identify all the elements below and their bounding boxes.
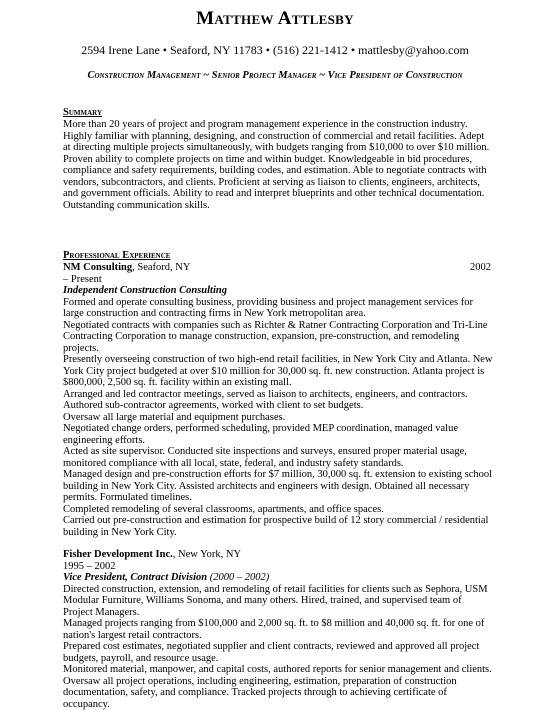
job-duty: Formed and operate consulting business, providing business and project management services for large construction and contracting firms in New York metropolitan area. <box>63 297 493 320</box>
job-duty: Prepared cost estimates, negotiated supplier and client contracts, reviewed and approved all project budgets, payroll, and resource usage. <box>63 641 493 664</box>
job-duty: Monitored material, manpower, and capital costs, authored reports for senior management and clients. <box>63 664 493 676</box>
job-duty: Presently overseeing construction of two high-end retail facilities, in New York City and Atlanta. New York City project budgeted at over $10 million for 30,000 sq. ft. new construction. Atlanta project is $800,000, 2,500 sq. ft. facility within an existing mall. <box>63 354 493 389</box>
job-duty: Carried out pre-construction and estimation for prospective build of 12 story commercial / residential building in New York City. <box>63 515 493 538</box>
job-duty: Managed projects ranging from $100,000 and 2,000 sq. ft. to $8 million and 40,000 sq. ft. for one of nation's largest retail contractors. <box>63 618 493 641</box>
job-entry <box>63 549 493 710</box>
summary-heading: Summary <box>63 107 493 119</box>
company-location: , New York, NY <box>173 549 241 560</box>
job-duty: Oversaw all large material and equipment purchases. <box>63 412 493 424</box>
candidate-name: Matthew Attlesby <box>0 8 550 30</box>
job-entry <box>63 262 493 538</box>
job-dates: 1995 – 2002 <box>63 561 493 573</box>
experience-section <box>63 250 493 710</box>
summary-section <box>63 107 493 211</box>
company-location: , Seaford, NY <box>132 262 190 273</box>
job-duty: Completed remodeling of several classrooms, apartments, and office spaces. <box>63 504 493 516</box>
job-duty: Negotiated contracts with companies such as Richter & Ratner Contracting Corporation and Tri-Line Contracting Corporation to manage construction, expansion, pre-construction, and remodeling projects. <box>63 320 493 355</box>
company-line <box>63 549 493 561</box>
job-start-year: 2002 <box>470 262 491 274</box>
contact-line: 2594 Irene Lane • Seaford, NY 11783 • (516) 221-1412 • mattlesby@yahoo.com <box>0 43 550 58</box>
job-role <box>63 572 493 584</box>
job-role-title: Vice President, Contract Division <box>63 572 207 583</box>
summary-text: More than 20 years of project and program management experience in the construction industry. Highly familiar with planning, designing, and construction of commercial and retail facilities. Adept at directing multiple projects simultaneously, with budgets ranging from $10,000 to over $10 million. Proven ability to complete projects on time and within budget. Knowledgeable in bid procedures, compliance and safety requirements, building codes, and estimation. Able to negotiate contracts with vendors, subcontractors, and clients. Proficient at serving as liaison to clients, engineers, architects, and government officials. Ability to read and interpret blueprints and other technical documentation. Outstanding communication skills. <box>63 119 493 211</box>
company-name: NM Consulting <box>63 262 132 273</box>
company-name: Fisher Development Inc. <box>63 549 173 560</box>
job-role-title: Independent Construction Consulting <box>63 285 227 296</box>
job-duty: Authored sub-contractor agreements, worked with client to set budgets. <box>63 400 493 412</box>
job-duty: Directed construction, extension, and remodeling of retail facilities for clients such as Sephora, USM Modular Furniture, Williams Sonoma, and many others. Hired, trained, and supervised team of Project Managers. <box>63 584 493 619</box>
job-role-dates: (2000 – 2002) <box>207 572 269 583</box>
job-duty: Managed design and pre-construction efforts for $7 million, 30,000 sq. ft. extension to existing school building in New York City. Assisted architects and engineers with design. Obtained all necessary permits. Formulated timelines. <box>63 469 493 504</box>
job-duty: Negotiated change orders, performed scheduling, provided MEP coordination, managed value engineering efforts. <box>63 423 493 446</box>
job-dates: – Present <box>63 274 493 286</box>
job-role <box>63 285 493 297</box>
experience-heading: Professional Experience <box>63 250 493 262</box>
job-duty: Acted as site supervisor. Conducted site inspections and surveys, ensured proper material usage, monitored compliance with all local, state, federal, and industry safety standards. <box>63 446 493 469</box>
job-duty: Arranged and led contractor meetings, served as liaison to architects, engineers, and contractors. <box>63 389 493 401</box>
target-titles: Construction Management ~ Senior Project Manager ~ Vice President of Construction <box>70 69 480 82</box>
company-line <box>63 262 493 274</box>
job-duty: Oversaw all project operations, including engineering, estimation, preparation of construction documentation, safety, and compliance. Tracked projects through to achieving certificate of occupancy. <box>63 676 493 710</box>
